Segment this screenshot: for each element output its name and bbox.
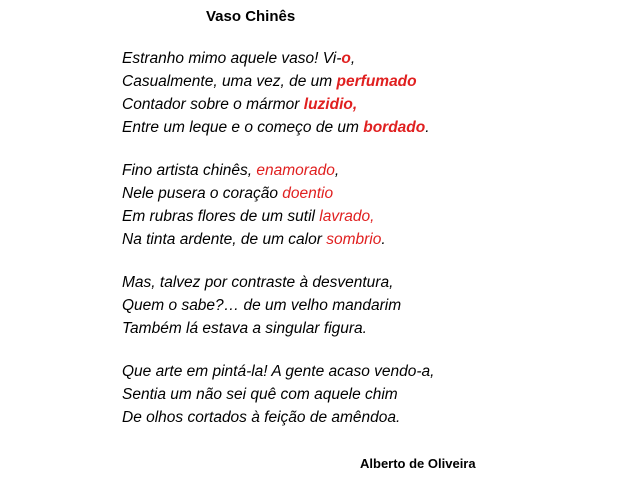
line-text: Que arte em pintá-la! A gente acaso vendo-a, (122, 363, 435, 380)
stanza-gap (122, 251, 622, 271)
poem-line (122, 360, 622, 383)
line-text: Contador sobre o mármor (122, 96, 304, 113)
line-text: De olhos cortados à feição de amêndoa. (122, 409, 401, 426)
line-text: Quem o sabe?… de um velho mandarim (122, 297, 402, 314)
poem-body (122, 47, 622, 429)
line-text: Estranho mimo aquele vaso! Vi- (122, 50, 342, 67)
stanza-gap (122, 139, 622, 159)
line-text: . (381, 231, 386, 248)
line-text: , (334, 162, 340, 179)
line-text: Na tinta ardente, de um calor (122, 231, 327, 248)
poem-line (122, 383, 622, 406)
poem-line (122, 228, 622, 251)
poem-line (122, 47, 622, 70)
highlighted-word: luzidio, (303, 96, 358, 113)
line-text: Nele pusera o coração (122, 185, 283, 202)
highlighted-word: lavrado, (319, 208, 375, 225)
line-text: Mas, talvez por contraste à desventura, (122, 274, 394, 291)
stanza (122, 47, 622, 139)
highlighted-word: doentio (282, 185, 334, 202)
poem-line (122, 294, 622, 317)
highlighted-word: o (341, 50, 351, 67)
line-text: Entre um leque e o começo de um (122, 119, 364, 136)
poem-line (122, 406, 622, 429)
poem-line (122, 271, 622, 294)
poem-line (122, 70, 622, 93)
poem-line (122, 159, 622, 182)
line-text: Casualmente, uma vez, de um (122, 73, 337, 90)
highlighted-word: enamorado (256, 162, 335, 179)
line-text: . (425, 119, 430, 136)
stanza (122, 271, 622, 340)
stanza (122, 360, 622, 429)
poem-line (122, 116, 622, 139)
poem-line (122, 93, 622, 116)
poem-line (122, 317, 622, 340)
line-text: Sentia um não sei quê com aquele chim (122, 386, 398, 403)
stanza-gap (122, 340, 622, 360)
poem-title: Vaso Chinês (206, 8, 296, 25)
poem-line (122, 182, 622, 205)
highlighted-word: sombrio (326, 231, 382, 248)
highlighted-word: perfumado (336, 73, 417, 90)
poem-line (122, 205, 622, 228)
line-text: Em rubras flores de um sutil (122, 208, 320, 225)
poem-author: Alberto de Oliveira (360, 456, 476, 471)
stanza (122, 159, 622, 251)
highlighted-word: bordado (363, 119, 426, 136)
line-text: Fino artista chinês, (122, 162, 257, 179)
line-text: Também lá estava a singular figura. (122, 320, 367, 337)
line-text: , (350, 50, 356, 67)
